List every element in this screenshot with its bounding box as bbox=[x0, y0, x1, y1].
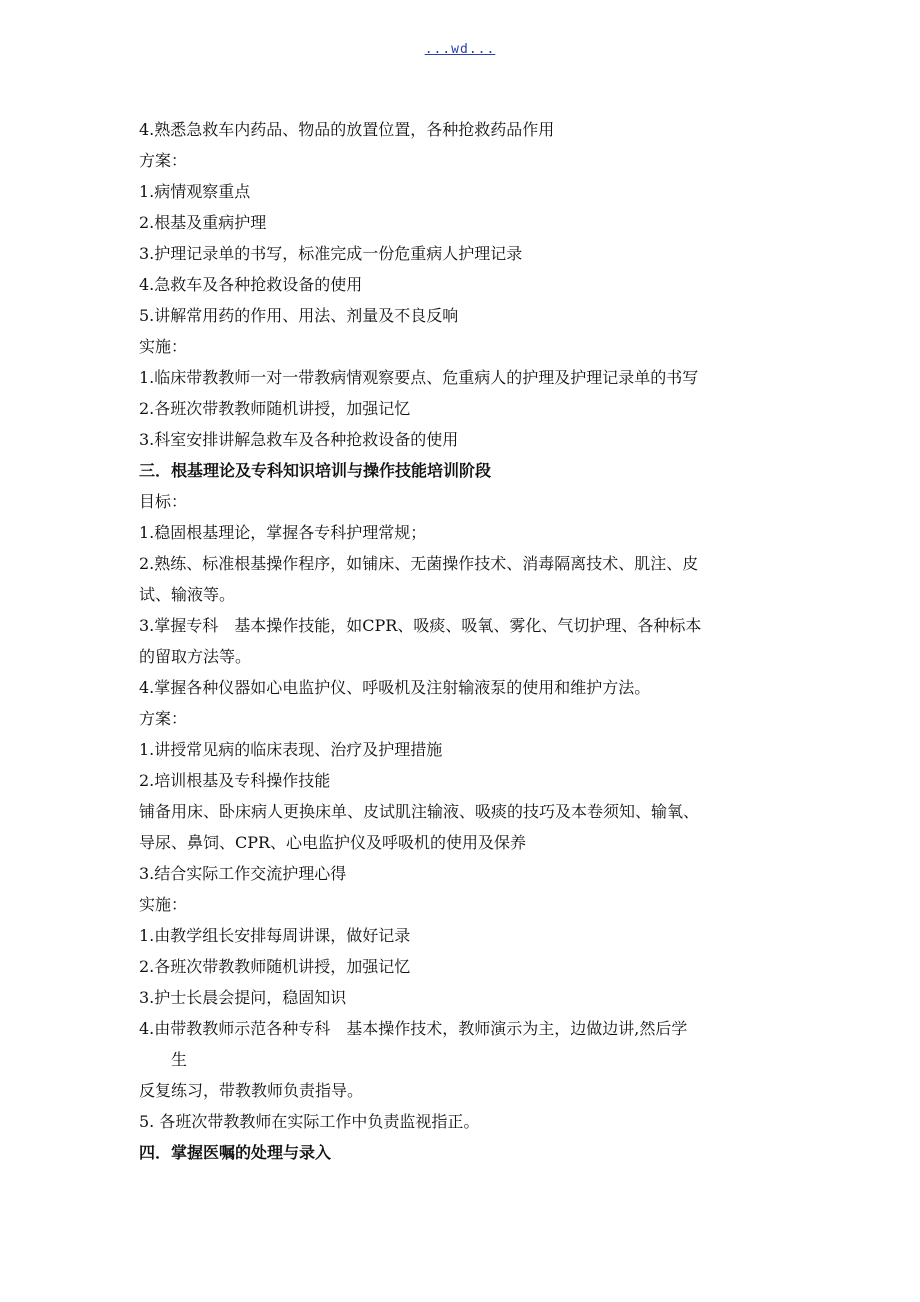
paragraph-line: 的留取方法等。 bbox=[139, 647, 252, 666]
paragraph-line: 试、输液等。 bbox=[139, 585, 236, 604]
paragraph-line: 2.各班次带教教师随机讲授，加强记忆 bbox=[139, 399, 411, 418]
page-header-watermark: ...wd... bbox=[424, 42, 496, 57]
paragraph-line: 实施： bbox=[139, 895, 188, 914]
paragraph-line: 4.急救车及各种抢救设备的使用 bbox=[139, 275, 363, 294]
paragraph-line: 导尿、鼻饲、CPR、心电监护仪及呼吸机的使用及保养 bbox=[139, 833, 527, 852]
paragraph-line: 2.根基及重病护理 bbox=[139, 213, 267, 232]
paragraph-line: 3.护理记录单的书写，标准完成一份危重病人护理记录 bbox=[139, 244, 523, 263]
paragraph-line: 1.稳固根基理论，掌握各专科护理常规； bbox=[139, 523, 427, 542]
paragraph-line: 1.由教学组长安排每周讲课，做好记录 bbox=[139, 926, 411, 945]
paragraph-line: 目标： bbox=[139, 492, 188, 511]
paragraph-line: 2.各班次带教教师随机讲授，加强记忆 bbox=[139, 957, 411, 976]
section-heading: 三．根基理论及专科知识培训与操作技能培训阶段 bbox=[139, 461, 492, 480]
paragraph-line: 反复练习，带教教师负责指导。 bbox=[139, 1081, 364, 1100]
paragraph-line: 3.结合实际工作交流护理心得 bbox=[139, 864, 347, 883]
paragraph-line: 实施： bbox=[139, 337, 188, 356]
paragraph-line: 3.护士长晨会提问，稳固知识 bbox=[139, 988, 347, 1007]
paragraph-line: 2.熟练、标准根基操作程序，如铺床、无菌操作技术、消毒隔离技术、肌注、皮 bbox=[139, 554, 699, 573]
paragraph-line: 4.由带教教师示范各种专科 基本操作技术，教师演示为主，边做边讲,然后学 bbox=[139, 1019, 688, 1038]
document-body bbox=[139, 114, 785, 1168]
paragraph-line: 3.掌握专科 基本操作技能，如CPR、吸痰、吸氧、雾化、气切护理、各种标本 bbox=[139, 616, 702, 635]
paragraph-line: 2.培训根基及专科操作技能 bbox=[139, 771, 331, 790]
paragraph-line: 1.病情观察重点 bbox=[139, 182, 251, 201]
paragraph-line: 生 bbox=[171, 1050, 188, 1069]
paragraph-line: 5.讲解常用药的作用、用法、剂量及不良反响 bbox=[139, 306, 459, 325]
paragraph-line: 3.科室安排讲解急救车及各种抢救设备的使用 bbox=[139, 430, 459, 449]
paragraph-line: 4.掌握各种仪器如心电监护仪、呼吸机及注射输液泵的使用和维护方法。 bbox=[139, 678, 651, 697]
paragraph-line: 1.讲授常见病的临床表现、治疗及护理措施 bbox=[139, 740, 443, 759]
paragraph-line: 5. 各班次带教教师在实际工作中负责监视指正。 bbox=[139, 1112, 480, 1131]
paragraph-line: 方案： bbox=[139, 151, 188, 170]
section-heading: 四．掌握医嘱的处理与录入 bbox=[139, 1143, 332, 1162]
paragraph-line: 1.临床带教教师一对一带教病情观察要点、危重病人的护理及护理记录单的书写 bbox=[139, 368, 699, 387]
paragraph-line: 铺备用床、卧床病人更换床单、皮试肌注输液、吸痰的技巧及本卷须知、输氧、 bbox=[139, 802, 700, 821]
paragraph-line: 方案： bbox=[139, 709, 188, 728]
paragraph-line: 4.熟悉急救车内药品、物品的放置位置，各种抢救药品作用 bbox=[139, 120, 555, 139]
